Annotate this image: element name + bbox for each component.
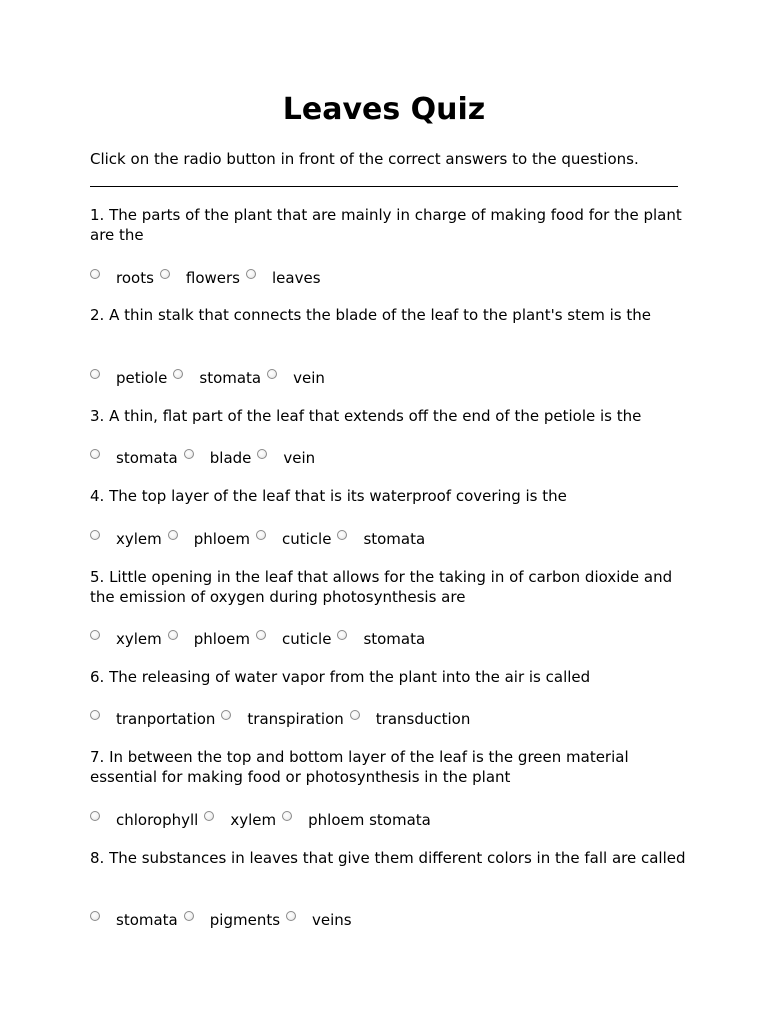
option-q7-chlorophyll[interactable] xyxy=(90,811,204,829)
radio-button[interactable] xyxy=(337,630,347,640)
radio-button[interactable] xyxy=(184,911,194,921)
radio-button[interactable] xyxy=(282,811,292,821)
option-label: tranportation xyxy=(116,710,216,728)
radio-button[interactable] xyxy=(173,369,183,379)
options-question-7 xyxy=(90,810,437,830)
option-label: blade xyxy=(209,449,252,467)
option-q3-stomata[interactable] xyxy=(90,449,184,467)
instructions-text: Click on the radio button in front of the correct answers to the questions. xyxy=(90,150,639,168)
option-q4-xylem[interactable] xyxy=(90,530,168,548)
option-label: veins xyxy=(312,911,352,929)
radio-button[interactable] xyxy=(168,530,178,540)
option-q1-leaves[interactable] xyxy=(246,269,327,287)
option-label: stomata xyxy=(363,530,426,548)
radio-button[interactable] xyxy=(256,530,266,540)
options-question-4 xyxy=(90,529,431,549)
option-label: vein xyxy=(293,369,325,387)
radio-button[interactable] xyxy=(221,710,231,720)
option-q5-phloem[interactable] xyxy=(168,630,256,648)
option-label: xylem xyxy=(230,811,277,829)
option-label: leaves xyxy=(272,269,321,287)
option-q4-cuticle[interactable] xyxy=(256,530,337,548)
radio-button[interactable] xyxy=(267,369,277,379)
option-label: petiole xyxy=(116,369,168,387)
radio-button[interactable] xyxy=(257,449,267,459)
radio-button[interactable] xyxy=(204,811,214,821)
radio-button[interactable] xyxy=(160,269,170,279)
question-2: 2. A thin stalk that connects the blade of the leaf to the plant's stem is the xyxy=(90,306,651,324)
question-1: 1. The parts of the plant that are mainly in charge of making food for the plant are the xyxy=(90,206,682,244)
option-q2-petiole[interactable] xyxy=(90,369,173,387)
option-label: stomata xyxy=(116,449,178,467)
question-3: 3. A thin, flat part of the leaf that extends off the end of the petiole is the xyxy=(90,407,642,425)
radio-button[interactable] xyxy=(256,630,266,640)
divider xyxy=(90,186,678,187)
option-q4-phloem[interactable] xyxy=(168,530,256,548)
radio-button[interactable] xyxy=(90,710,100,720)
option-label: phloem xyxy=(193,530,250,548)
radio-button[interactable] xyxy=(90,269,100,279)
option-q8-stomata[interactable] xyxy=(90,911,184,929)
radio-button[interactable] xyxy=(90,530,100,540)
option-q5-stomata[interactable] xyxy=(337,630,431,648)
option-label: cuticle xyxy=(281,530,332,548)
option-label: phloem xyxy=(193,630,250,648)
radio-button[interactable] xyxy=(90,369,100,379)
option-q1-flowers[interactable] xyxy=(160,269,246,287)
question-6: 6. The releasing of water vapor from the plant into the air is called xyxy=(90,668,591,686)
option-q2-vein[interactable] xyxy=(267,369,331,387)
option-q1-roots[interactable] xyxy=(90,269,160,287)
radio-button[interactable] xyxy=(90,630,100,640)
option-q5-cuticle[interactable] xyxy=(256,630,337,648)
option-label: cuticle xyxy=(281,630,332,648)
options-question-5 xyxy=(90,629,431,649)
radio-button[interactable] xyxy=(90,449,100,459)
option-q8-pigments[interactable] xyxy=(184,911,286,929)
option-q5-xylem[interactable] xyxy=(90,630,168,648)
option-label: vein xyxy=(283,449,316,467)
radio-button[interactable] xyxy=(184,449,194,459)
option-q7-phloem-stomata[interactable] xyxy=(282,811,437,829)
option-label: stomata xyxy=(199,369,262,387)
option-q8-veins[interactable] xyxy=(286,911,358,929)
option-label: stomata xyxy=(363,630,426,648)
option-q3-blade[interactable] xyxy=(184,449,258,467)
option-q6-transduction[interactable] xyxy=(350,710,477,728)
option-label: xylem xyxy=(116,530,162,548)
option-label: transpiration xyxy=(247,710,344,728)
question-8: 8. The substances in leaves that give them different colors in the fall are called xyxy=(90,849,686,867)
option-label: roots xyxy=(116,269,154,287)
radio-button[interactable] xyxy=(90,911,100,921)
radio-button[interactable] xyxy=(168,630,178,640)
option-q7-xylem[interactable] xyxy=(204,811,282,829)
option-label: chlorophyll xyxy=(116,811,199,829)
options-question-6 xyxy=(90,709,476,729)
radio-button[interactable] xyxy=(246,269,256,279)
option-label: transduction xyxy=(375,710,471,728)
radio-button[interactable] xyxy=(286,911,296,921)
options-question-1 xyxy=(90,268,327,288)
question-4: 4. The top layer of the leaf that is its waterproof covering is the xyxy=(90,487,567,505)
question-5: 5. Little opening in the leaf that allows for the taking in of carbon dioxide and the emission of oxygen during photosynthesis are xyxy=(90,568,673,606)
options-question-8 xyxy=(90,910,358,930)
options-question-3 xyxy=(90,448,321,468)
option-label: stomata xyxy=(116,911,178,929)
radio-button[interactable] xyxy=(90,811,100,821)
option-label: xylem xyxy=(116,630,162,648)
option-q3-vein[interactable] xyxy=(257,449,321,467)
option-label: flowers xyxy=(185,269,240,287)
radio-button[interactable] xyxy=(350,710,360,720)
option-label: phloem stomata xyxy=(308,811,431,829)
option-q4-stomata[interactable] xyxy=(337,530,431,548)
option-q2-stomata[interactable] xyxy=(173,369,267,387)
option-label: pigments xyxy=(209,911,281,929)
option-q6-tranportation[interactable] xyxy=(90,710,221,728)
question-7: 7. In between the top and bottom layer of the leaf is the green material essential for making food or photosynthesis in the plant xyxy=(90,748,629,786)
option-q6-transpiration[interactable] xyxy=(221,710,349,728)
radio-button[interactable] xyxy=(337,530,347,540)
page-title: Leaves Quiz xyxy=(282,92,486,127)
options-question-2 xyxy=(90,368,331,388)
